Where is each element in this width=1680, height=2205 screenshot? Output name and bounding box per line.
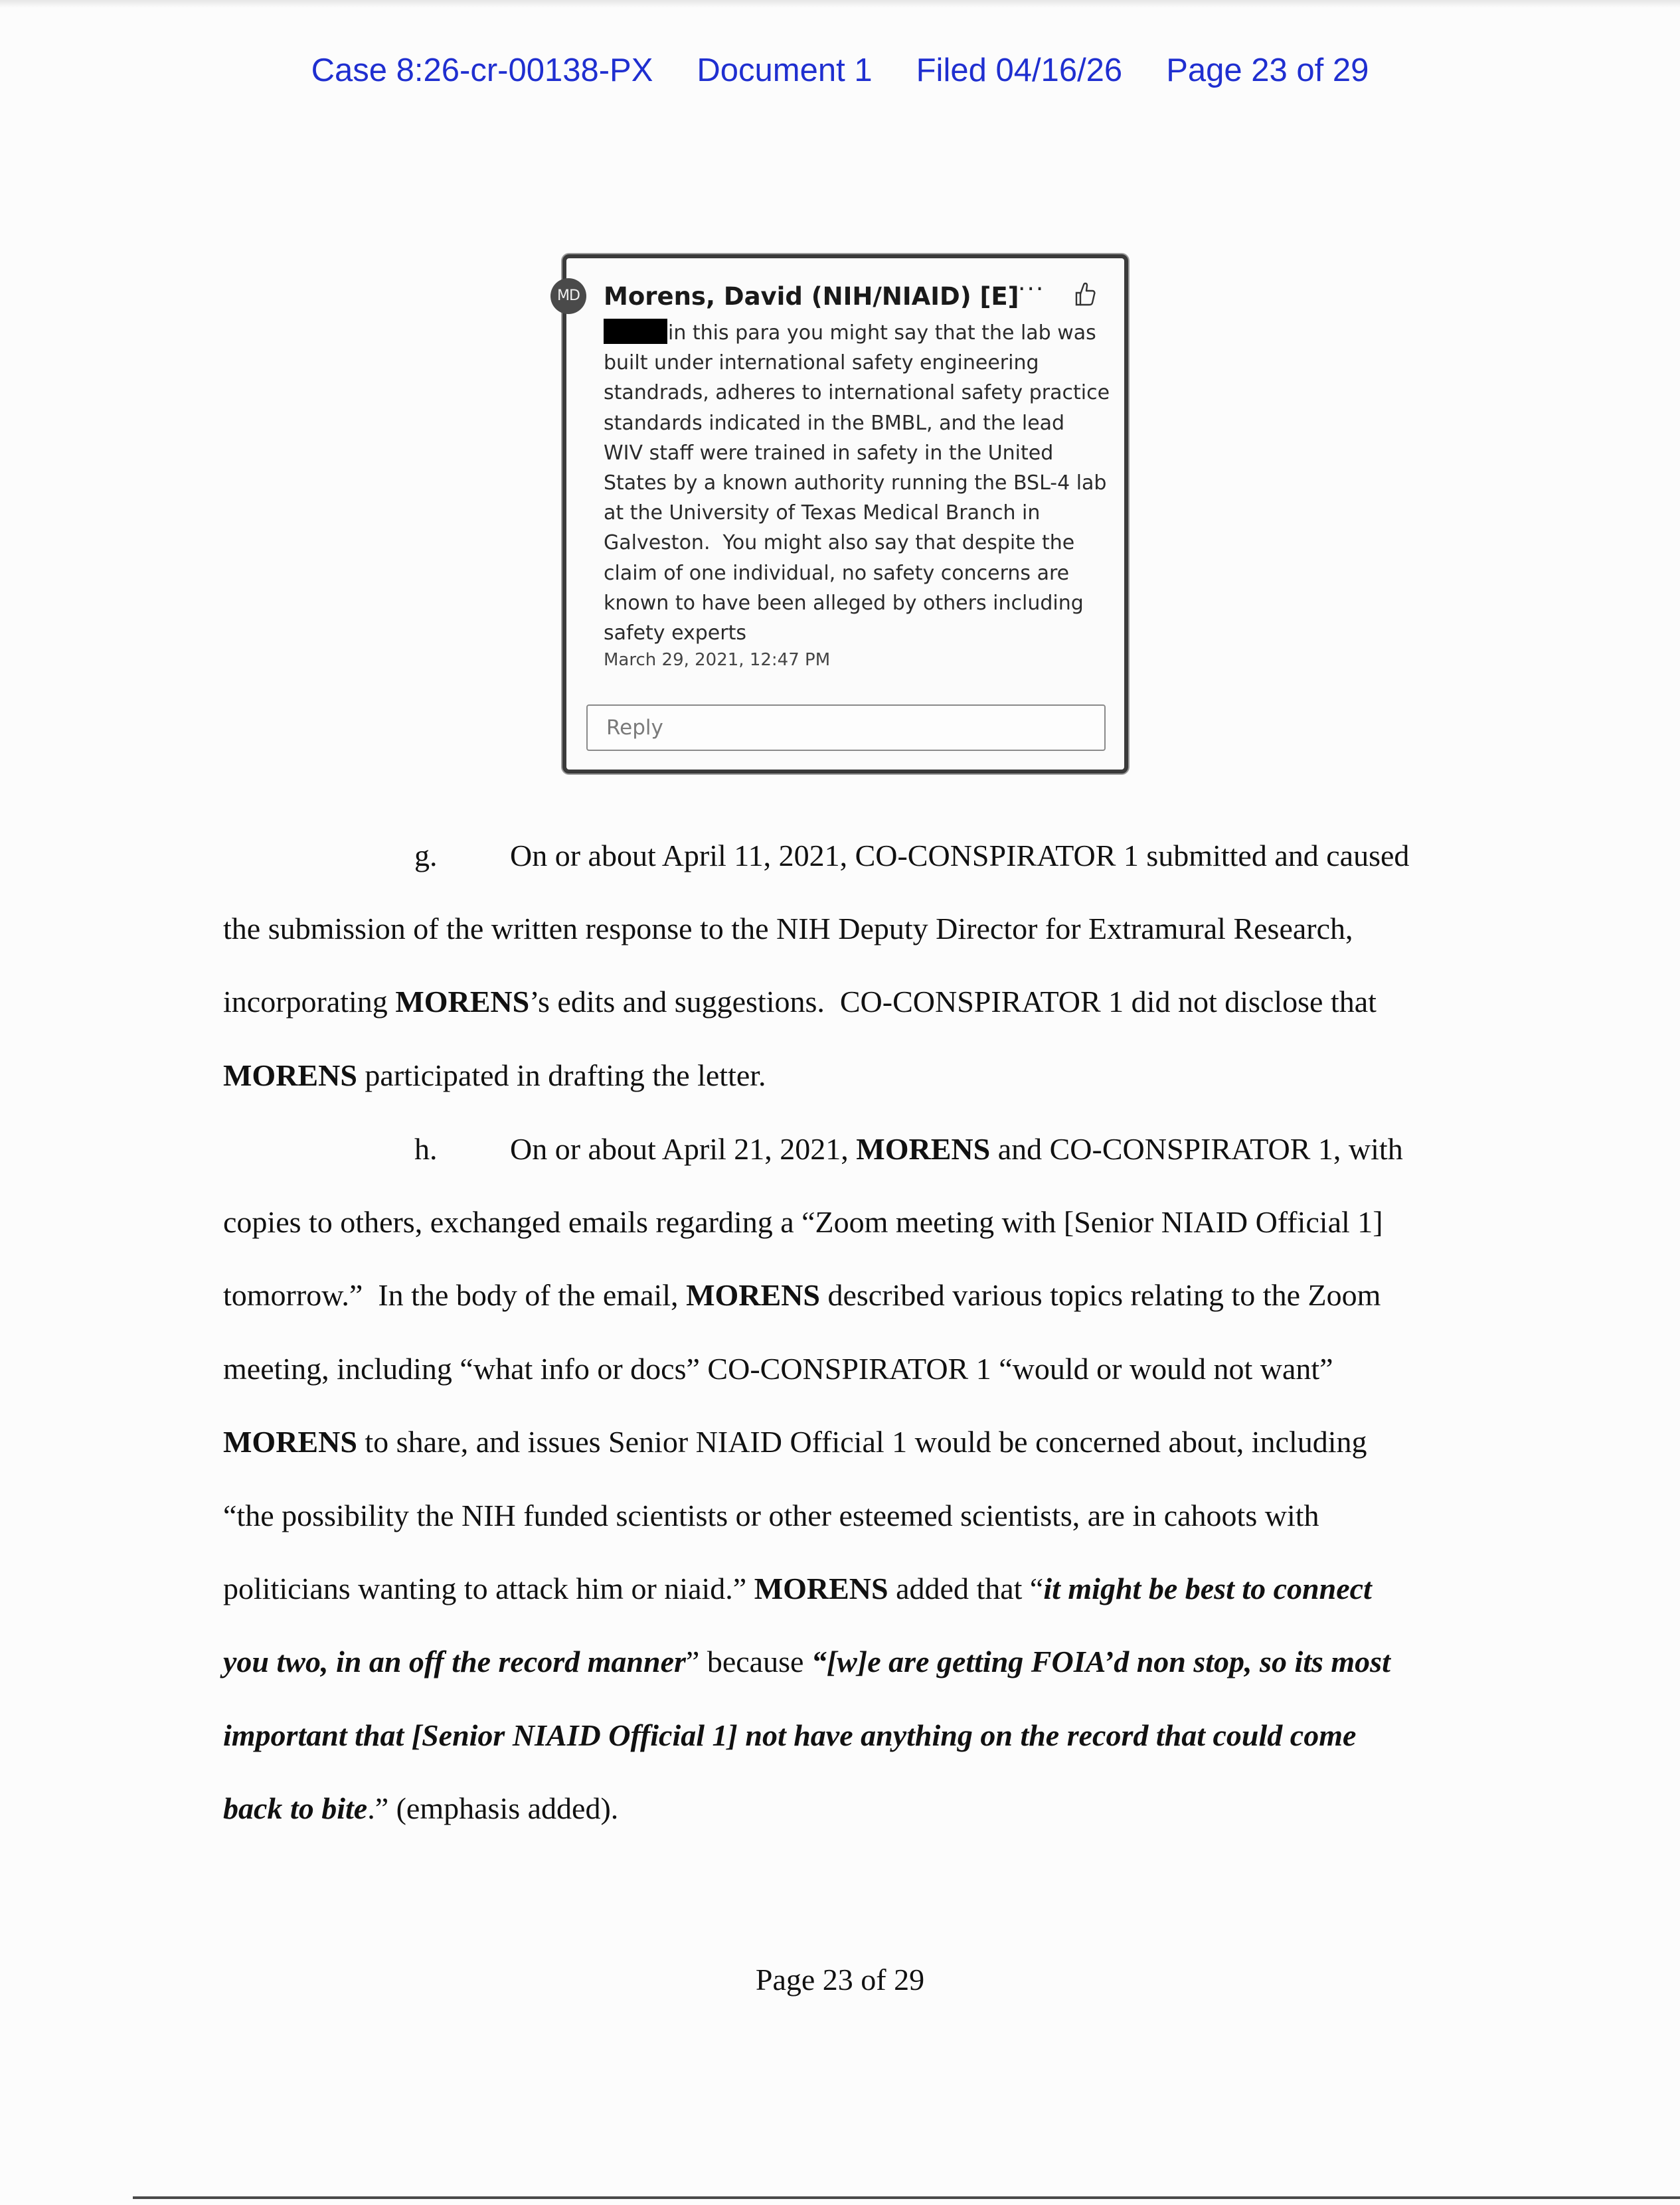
header-page-number: Page 23 of 29 — [1166, 52, 1369, 88]
reply-input[interactable]: Reply — [586, 704, 1106, 751]
comment-line: at the University of Texas Medical Branch in — [604, 501, 1041, 525]
paragraph-marker-h: h. — [414, 1132, 438, 1166]
scan-top-edge — [0, 0, 1680, 8]
paragraph-h-line: politicians wanting to attack him or niaid.” MORENS added that “it might be best to connect — [223, 1572, 1372, 1605]
comment-line: States by a known authority running the BSL-4 lab — [604, 471, 1107, 495]
comment-line: built under international safety engineering — [604, 351, 1039, 375]
more-icon[interactable]: ··· — [1018, 276, 1045, 303]
paragraph-h-line: important that [Senior NIAID Official 1] not have anything on the record that could come — [223, 1718, 1357, 1752]
comment-timestamp: March 29, 2021, 12:47 PM — [604, 650, 831, 670]
paragraph-h-line: MORENS to share, and issues Senior NIAID Official 1 would be concerned about, including — [223, 1425, 1367, 1459]
comment-line: standards indicated in the BMBL, and the lead — [604, 411, 1065, 435]
comment-line: known to have been alleged by others including — [604, 591, 1084, 615]
comment-line: in this para you might say that the lab was — [604, 318, 1115, 348]
comment-body — [604, 318, 1115, 648]
comment-line: standrads, adheres to international safety practice — [604, 381, 1110, 405]
case-number: Case 8:26-cr-00138-PX — [311, 52, 653, 88]
document-number: Document 1 — [697, 52, 873, 88]
filing-header — [0, 52, 1680, 89]
paragraph-h-line: copies to others, exchanged emails regarding a “Zoom meeting with [Senior NIAID Official 1] — [223, 1205, 1383, 1239]
comment-line: safety experts — [604, 621, 746, 645]
paragraph-g-line: On or about April 11, 2021, CO-CONSPIRATOR 1 submitted and caused — [510, 839, 1410, 872]
comment-line: WIV staff were trained in safety in the United — [604, 441, 1054, 465]
comment-card — [557, 254, 1128, 774]
redaction-block — [604, 319, 667, 344]
paragraph-marker-g: g. — [414, 839, 438, 872]
paragraph-h-line: On or about April 21, 2021, MORENS and CO-CONSPIRATOR 1, with — [510, 1132, 1403, 1166]
scan-bottom-edge — [133, 2196, 1680, 2199]
filed-date: Filed 04/16/26 — [916, 52, 1123, 88]
avatar[interactable]: MD — [550, 278, 586, 314]
comment-line: claim of one individual, no safety concerns are — [604, 561, 1070, 585]
paragraph-h-line: tomorrow.” In the body of the email, MORENS described various topics relating to the Zoom — [223, 1278, 1381, 1312]
footer-page-number: Page 23 of 29 — [755, 1963, 925, 1997]
paragraph-g-line: incorporating MORENS’s edits and suggestions. CO-CONSPIRATOR 1 did not disclose that — [223, 985, 1377, 1019]
paragraph-g-line: the submission of the written response to the NIH Deputy Director for Extramural Research, — [223, 912, 1353, 945]
comment-author: Morens, David (NIH/NIAID) [E] — [604, 282, 1019, 311]
comment-line: Galveston. You might also say that despite the — [604, 531, 1075, 555]
paragraph-h-line: you two, in an off the record manner” because “[w]e are getting FOIA’d non stop, so its most — [223, 1645, 1390, 1678]
paragraph-g-line: MORENS participated in drafting the letter. — [223, 1058, 766, 1092]
paragraph-h-line: back to bite.” (emphasis added). — [223, 1791, 619, 1825]
like-icon[interactable] — [1072, 281, 1096, 307]
paragraph-h-line: “the possibility the NIH funded scientists or other esteemed scientists, are in cahoots with — [223, 1499, 1319, 1532]
paragraph-h-line: meeting, including “what info or docs” CO-CONSPIRATOR 1 “would or would not want” — [223, 1352, 1333, 1386]
